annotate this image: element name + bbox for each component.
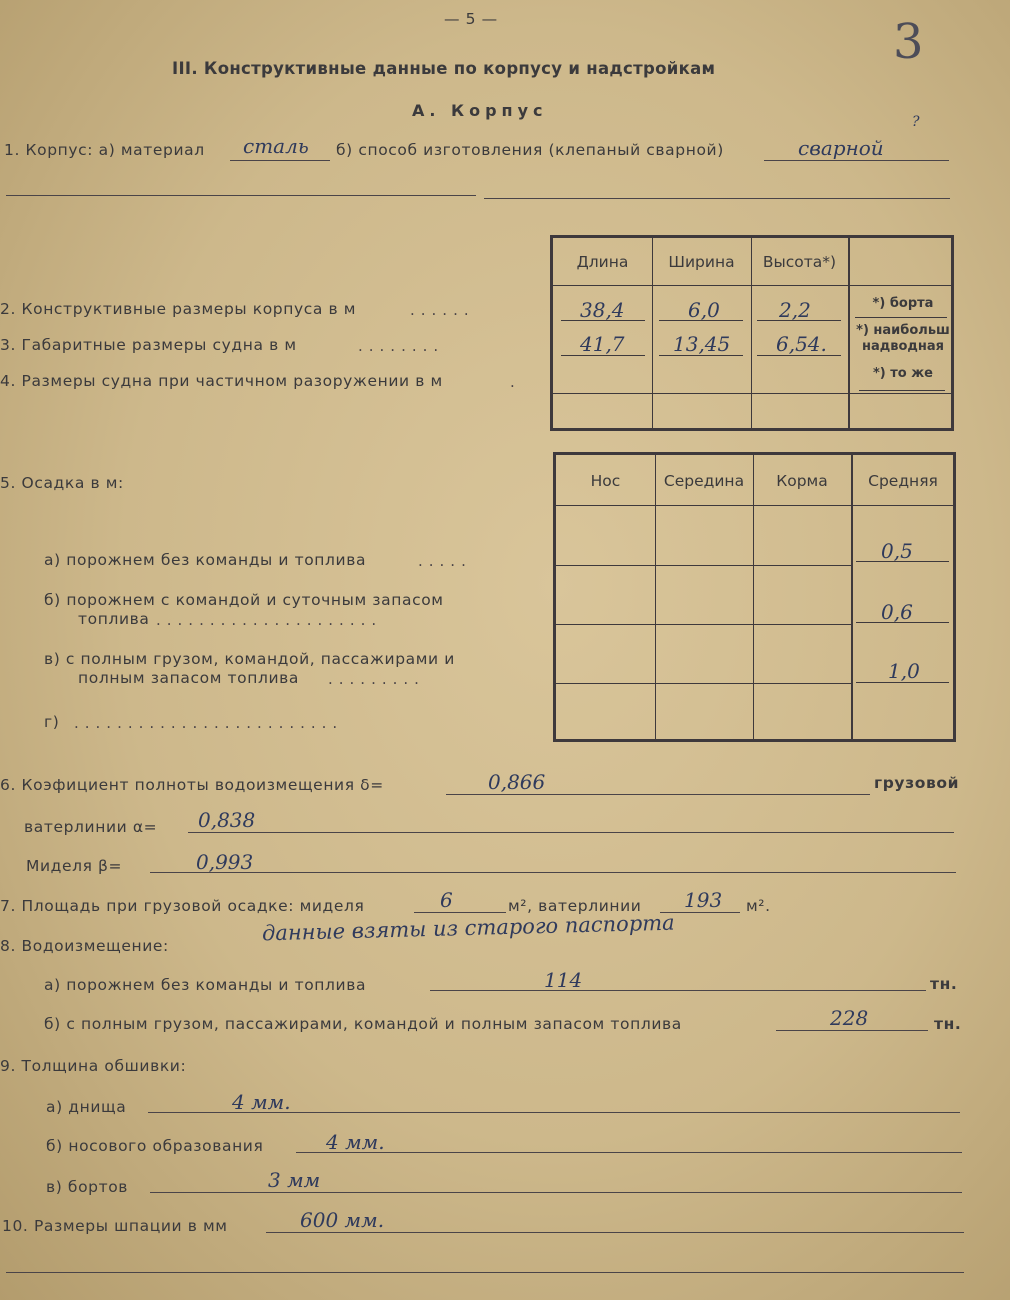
plating-bottom-value: 4 мм. xyxy=(232,1090,291,1114)
displacement-b-label: б) с полным грузом, пассажирами, командой и полным запасом топлива xyxy=(44,1015,682,1033)
displacement-b-unit: тн. xyxy=(934,1015,962,1033)
header-stern: Корма xyxy=(776,472,828,490)
area-waterline-value: 193 xyxy=(684,888,723,912)
draft-table xyxy=(553,452,956,742)
waterline-value: 0,838 xyxy=(198,808,256,832)
waterline-label: ватерлинии α= xyxy=(24,818,158,836)
area-unit2: м². xyxy=(746,897,771,915)
draft-c-label-1: в) с полным грузом, командой, пассажирами и xyxy=(44,650,455,668)
header-average: Средняя xyxy=(868,472,938,490)
draft-label: 5. Осадка в м: xyxy=(0,474,124,492)
coef-value: 0,866 xyxy=(488,770,546,794)
note-row3-line2: надводная xyxy=(861,339,944,354)
dimensions-table xyxy=(550,235,954,431)
note-row2: *) борта xyxy=(872,296,934,311)
draft-a-average: 0,5 xyxy=(881,539,913,563)
draft-c-label-2: полным запасом топлива xyxy=(78,669,299,687)
hull-material-label: 1. Корпус: а) материал xyxy=(4,141,205,159)
row3-label: 3. Габаритные размеры судна в м xyxy=(0,336,297,354)
draft-b-label-1: б) порожнем с командой и суточным запасом xyxy=(44,591,444,609)
plating-label: 9. Толщина обшивки: xyxy=(0,1057,187,1075)
hull-material-value: сталь xyxy=(243,134,309,158)
row2-label: 2. Конструктивные размеры корпуса в м xyxy=(0,300,357,318)
subsection-title: А. Корпус xyxy=(412,101,548,120)
row4-label: 4. Размеры судна при частичном разоружении в м xyxy=(0,372,443,390)
midship-value: 0,993 xyxy=(196,850,254,874)
header-height: Высота*) xyxy=(762,253,837,271)
draft-b-average: 0,6 xyxy=(881,600,913,624)
coef-suffix: грузовой xyxy=(874,774,960,792)
section-title: III. Конструктивные данные по корпусу и надстройкам xyxy=(172,59,716,78)
frame-spacing-label: 10. Размеры шпации в мм xyxy=(2,1217,228,1235)
hull-method-label: б) способ изготовления (клепаный сварной) xyxy=(336,141,724,159)
draft-d-label: г) xyxy=(44,713,60,731)
displacement-a-value: 114 xyxy=(544,968,583,992)
handwritten-note: данные взяты из старого паспорта xyxy=(261,910,675,946)
corner-mark: 3 xyxy=(893,14,924,70)
length-row3: 41,7 xyxy=(580,332,625,356)
width-row3: 13,45 xyxy=(673,332,731,356)
plating-bow-label: б) носового образования xyxy=(46,1137,264,1155)
width-row2: 6,0 xyxy=(688,298,720,322)
frame-spacing-value: 600 мм. xyxy=(300,1208,385,1232)
displacement-a-unit: тн. xyxy=(930,975,958,993)
plating-bottom-label: а) днища xyxy=(46,1098,127,1116)
page-number: — 5 — xyxy=(444,10,498,28)
draft-b-label-2: топлива xyxy=(78,610,150,628)
plating-bow-value: 4 мм. xyxy=(326,1130,385,1154)
midship-label: Миделя β= xyxy=(26,857,123,875)
plating-sides-label: в) бортов xyxy=(46,1178,129,1196)
header-bow: Нос xyxy=(590,472,621,490)
header-middle: Середина xyxy=(663,472,745,490)
hull-method-value: сварной xyxy=(798,136,884,160)
area-midship-value: 6 xyxy=(440,888,453,912)
header-length: Длина xyxy=(576,253,629,271)
displacement-a-label: а) порожнем без команды и топлива xyxy=(44,976,367,994)
height-row3: 6,54. xyxy=(776,332,827,356)
area-unit1: м², ватерлинии xyxy=(508,897,642,915)
area-label: 7. Площадь при грузовой осадке: миделя xyxy=(0,897,365,915)
displacement-b-value: 228 xyxy=(830,1006,869,1030)
displacement-label: 8. Водоизмещение: xyxy=(0,937,169,955)
coef-label: 6. Коэфициент полноты водоизмещения δ= xyxy=(0,776,384,794)
note-row3-line1: *) наибольш xyxy=(856,323,950,338)
note-row4: *) то же xyxy=(872,366,933,381)
header-width: Ширина xyxy=(668,253,735,271)
draft-a-label: а) порожнем без команды и топлива xyxy=(44,551,367,569)
draft-c-average: 1,0 xyxy=(888,659,920,683)
hull-method-mark: ? xyxy=(912,114,920,130)
length-row2: 38,4 xyxy=(580,298,625,322)
plating-sides-value: 3 мм xyxy=(268,1168,321,1192)
height-row2: 2,2 xyxy=(779,298,811,322)
